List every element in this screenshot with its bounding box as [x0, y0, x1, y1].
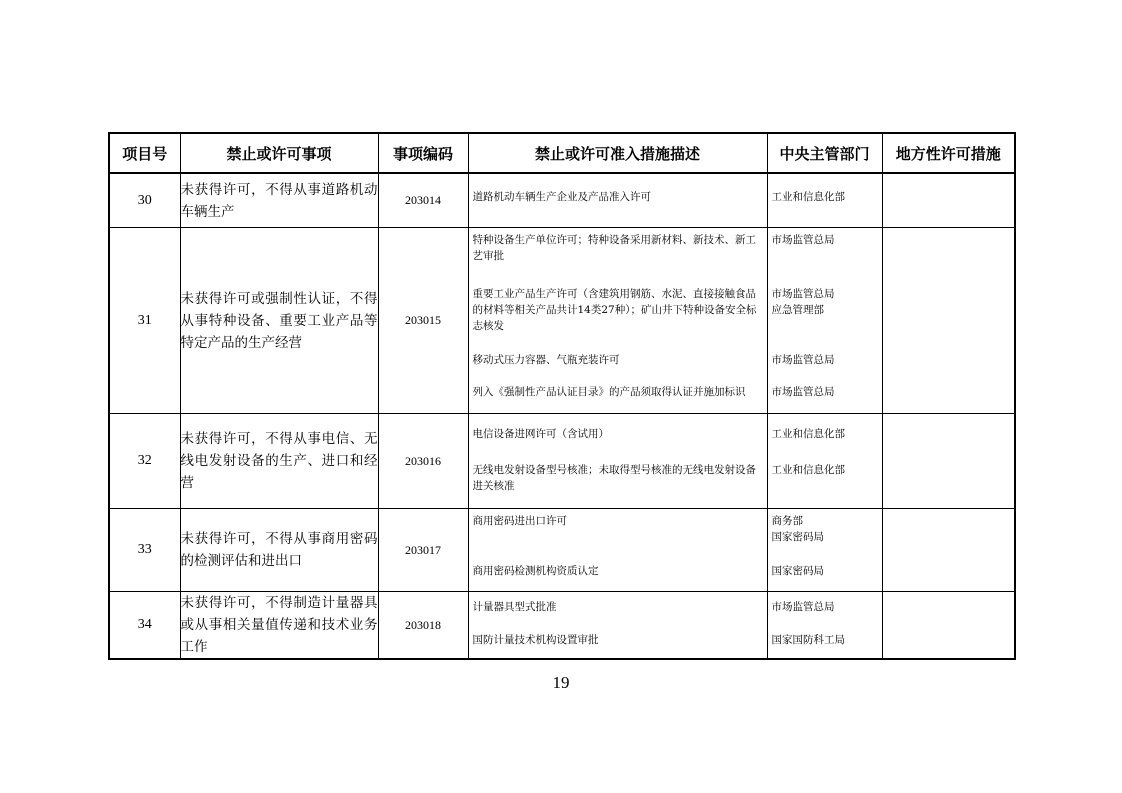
department-name: 市场监管总局 [771, 601, 835, 613]
department-cell [767, 414, 882, 509]
item-description: 未获得许可，不得从事电信、无线电发射设备的生产、进口和经营 [180, 414, 378, 509]
item-number: 30 [109, 173, 180, 228]
department-entry [768, 343, 882, 378]
measure-cell [468, 509, 767, 592]
table-row [109, 509, 1015, 592]
measure-text: 商用密码进出口许可 [472, 515, 567, 527]
measure-text: 列入《强制性产品认证目录》的产品须取得认证并施加标识 [472, 386, 746, 398]
item-number: 31 [109, 228, 180, 414]
department-name: 市场监管总局 [771, 234, 835, 246]
item-code: 203015 [378, 228, 468, 414]
department-cell [767, 509, 882, 592]
permit-table [108, 132, 1016, 660]
item-description: 未获得许可，不得从事道路机动车辆生产 [180, 173, 378, 228]
department-cell [767, 228, 882, 414]
department-entry [768, 414, 882, 450]
local-measure-cell [882, 509, 1015, 592]
table-row [109, 414, 1015, 509]
item-number: 34 [109, 592, 180, 660]
department-name: 国家国防科工局 [771, 634, 845, 646]
page-number: 19 [552, 673, 570, 692]
department-name: 应急管理部 [771, 304, 824, 316]
header-department: 中央主管部门 [767, 133, 882, 173]
measure-cell [468, 592, 767, 660]
table-row [109, 592, 1015, 660]
department-name: 工业和信息化部 [771, 428, 845, 440]
header-item-number: 项目号 [109, 133, 180, 173]
table-row [109, 228, 1015, 414]
item-code: 203014 [378, 173, 468, 228]
item-number: 32 [109, 414, 180, 509]
department-name: 市场监管总局 [771, 386, 835, 398]
measure-text: 国防计量技术机构设置审批 [472, 634, 599, 646]
item-description: 未获得许可，不得从事商用密码的检测评估和进出口 [180, 509, 378, 592]
measure-text: 电信设备进网许可（含试用） [472, 428, 609, 440]
department-name: 市场监管总局 [771, 288, 835, 300]
item-code: 203017 [378, 509, 468, 592]
header-code: 事项编码 [378, 133, 468, 173]
measure-text: 计量器具型式批准 [472, 601, 557, 613]
table-row [109, 173, 1015, 228]
local-measure-cell [882, 228, 1015, 414]
table-header-row [109, 133, 1015, 173]
measure-text: 特种设备生产单位许可；特种设备采用新材料、新技术、新工艺审批 [472, 234, 756, 262]
department-entry [768, 174, 882, 227]
department-entry [768, 551, 882, 591]
department-entry [768, 278, 882, 343]
measure-text: 重要工业产品生产许可（含建筑用钢筋、水泥、直接接触食品的材料等相关产品共计14类27种）；矿山井下特种设备安全标志核发 [472, 288, 757, 332]
item-code: 203016 [378, 414, 468, 509]
header-item: 禁止或许可事项 [180, 133, 378, 173]
header-local-measure: 地方性许可措施 [882, 133, 1015, 173]
item-number: 33 [109, 509, 180, 592]
department-name: 市场监管总局 [771, 354, 835, 366]
department-name: 工业和信息化部 [771, 191, 845, 203]
measure-cell [468, 414, 767, 509]
measure-cell [468, 173, 767, 228]
header-measure: 禁止或许可准入措施描述 [468, 133, 767, 173]
department-entry [768, 450, 882, 508]
department-entry [768, 378, 882, 413]
local-measure-cell [882, 414, 1015, 509]
department-entry [768, 621, 882, 658]
item-code: 203018 [378, 592, 468, 660]
department-entry [768, 228, 882, 278]
measure-text: 商用密码检测机构资质认定 [472, 565, 599, 577]
department-name: 国家密码局 [771, 565, 824, 577]
department-name: 工业和信息化部 [771, 464, 845, 476]
item-description: 未获得许可，不得制造计量器具或从事相关量值传递和技术业务工作 [180, 592, 378, 660]
department-cell [767, 592, 882, 660]
department-name: 国家密码局 [771, 531, 824, 543]
measure-text: 移动式压力容器、气瓶充装许可 [472, 354, 620, 366]
department-name: 商务部 [771, 515, 803, 527]
measure-text: 道路机动车辆生产企业及产品准入许可 [472, 191, 651, 203]
local-measure-cell [882, 173, 1015, 228]
local-measure-cell [882, 592, 1015, 660]
department-entry [768, 509, 882, 551]
item-description: 未获得许可或强制性认证，不得从事特种设备、重要工业产品等特定产品的生产经营 [180, 228, 378, 414]
department-cell [767, 173, 882, 228]
department-entry [768, 592, 882, 621]
measure-cell [468, 228, 767, 414]
measure-text: 无线电发射设备型号核准；未取得型号核准的无线电发射设备进关核准 [472, 464, 756, 492]
